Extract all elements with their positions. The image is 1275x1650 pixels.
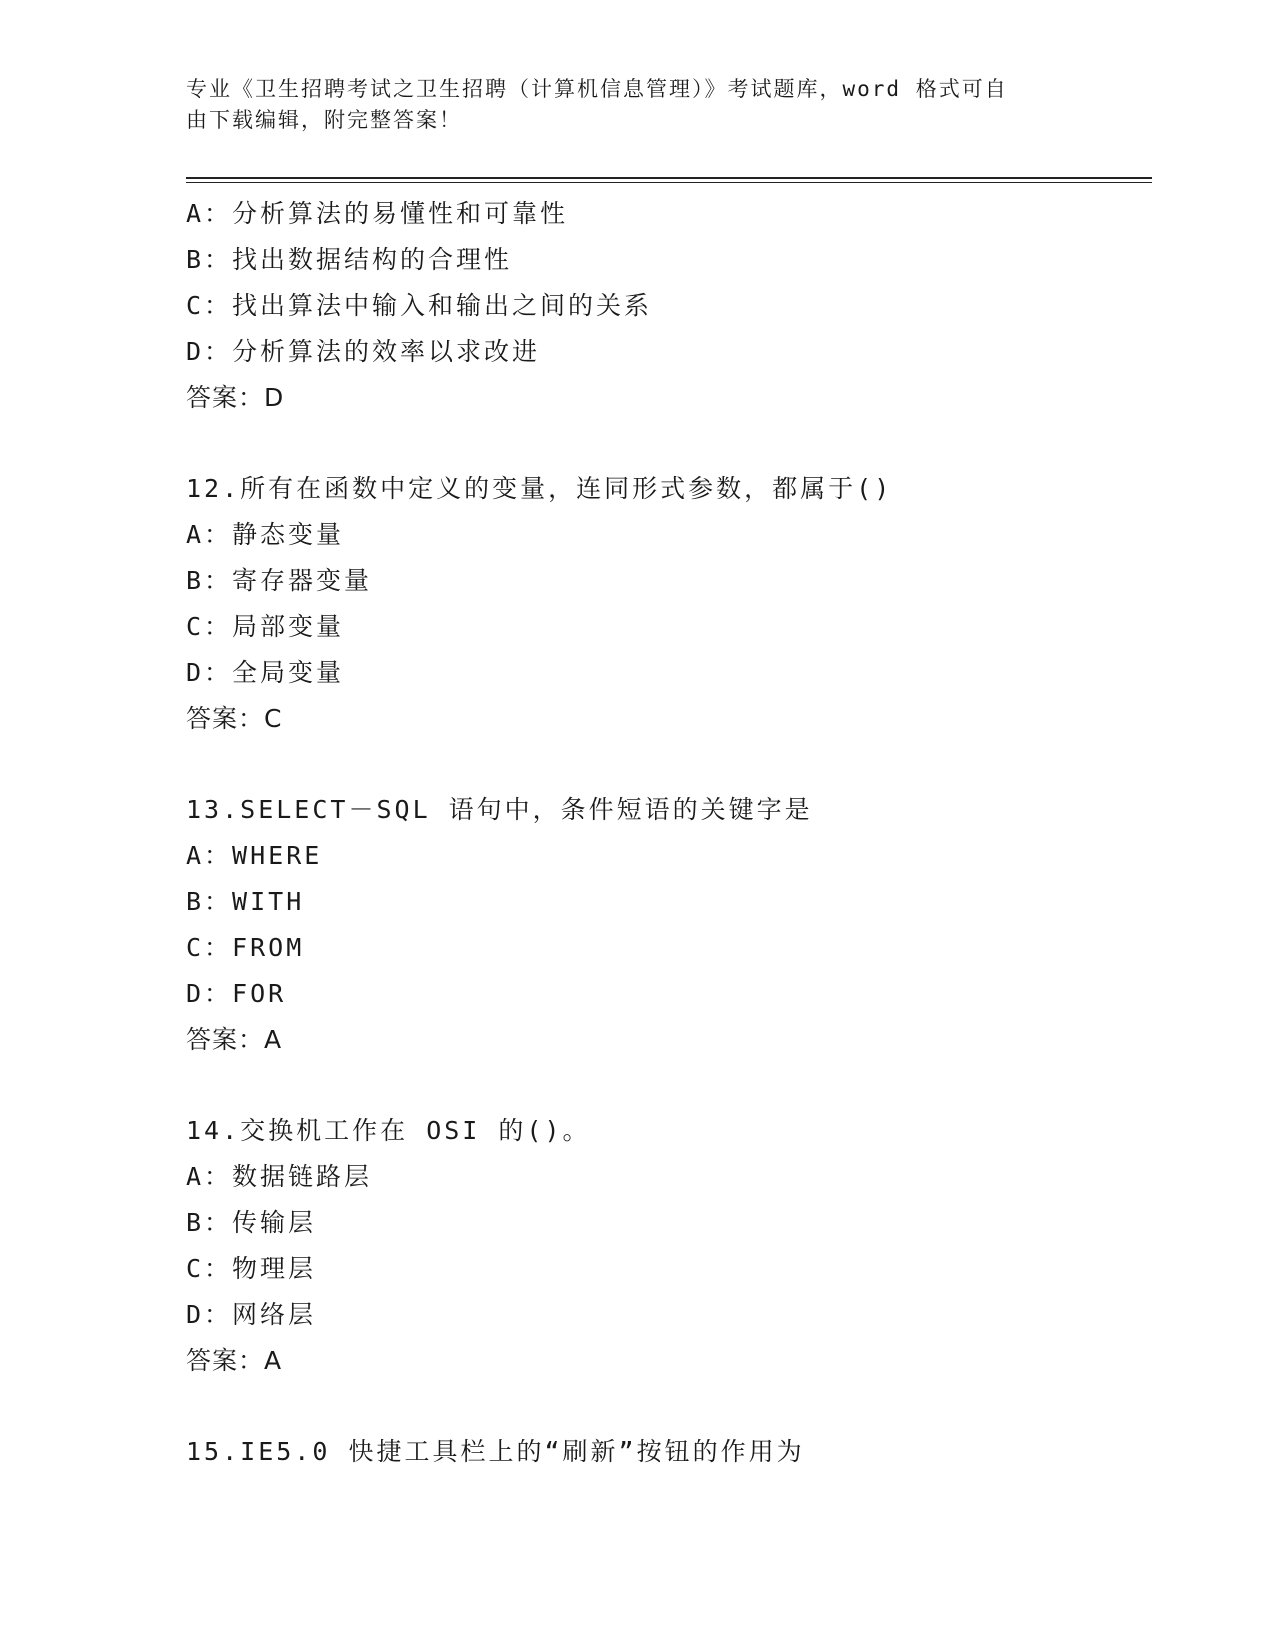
option-b: B：WITH (186, 887, 305, 916)
option-a: A：WHERE (186, 841, 323, 870)
option-a: A：分析算法的易懂性和可靠性 (186, 199, 569, 228)
spacer (186, 742, 1146, 787)
question-text: 14.交换机工作在 OSI 的()。 (186, 1116, 591, 1145)
question-block-15 (186, 1429, 1146, 1475)
option-a: A：数据链路层 (186, 1162, 373, 1191)
option-d: D：全局变量 (186, 658, 345, 687)
header-line-2: 由下载编辑，附完整答案！ (186, 108, 462, 132)
spacer (186, 1063, 1146, 1108)
spacer (186, 421, 1146, 466)
question-block-14 (186, 1108, 1146, 1384)
answer-line: 答案：A (186, 1346, 283, 1375)
spacer (186, 1384, 1146, 1429)
document-header (186, 74, 1086, 136)
header-divider-top (186, 177, 1152, 179)
question-text: 15.IE5.0 快捷工具栏上的“刷新”按钮的作用为 (186, 1437, 805, 1466)
option-d: D：FOR (186, 979, 287, 1008)
question-block-11 (186, 191, 1146, 421)
answer-line: 答案：A (186, 1025, 283, 1054)
question-block-12 (186, 466, 1146, 742)
option-d: D：分析算法的效率以求改进 (186, 337, 541, 366)
header-line-1: 专业《卫生招聘考试之卫生招聘（计算机信息管理）》考试题库，word 格式可自 (186, 77, 1008, 101)
option-b: B：找出数据结构的合理性 (186, 245, 513, 274)
question-list (186, 191, 1146, 1475)
question-text: 13.SELECT－SQL 语句中，条件短语的关键字是 (186, 795, 813, 824)
option-b: B：传输层 (186, 1208, 317, 1237)
option-d: D：网络层 (186, 1300, 317, 1329)
option-c: C：局部变量 (186, 612, 345, 641)
option-c: C：FROM (186, 933, 305, 962)
question-block-13 (186, 787, 1146, 1063)
option-c: C：找出算法中输入和输出之间的关系 (186, 291, 653, 320)
option-a: A：静态变量 (186, 520, 345, 549)
option-c: C：物理层 (186, 1254, 317, 1283)
question-text: 12.所有在函数中定义的变量，连同形式参数，都属于() (186, 474, 893, 503)
answer-line: 答案：D (186, 383, 285, 412)
option-b: B：寄存器变量 (186, 566, 373, 595)
answer-line: 答案：C (186, 704, 283, 733)
header-divider-bottom (186, 182, 1152, 183)
